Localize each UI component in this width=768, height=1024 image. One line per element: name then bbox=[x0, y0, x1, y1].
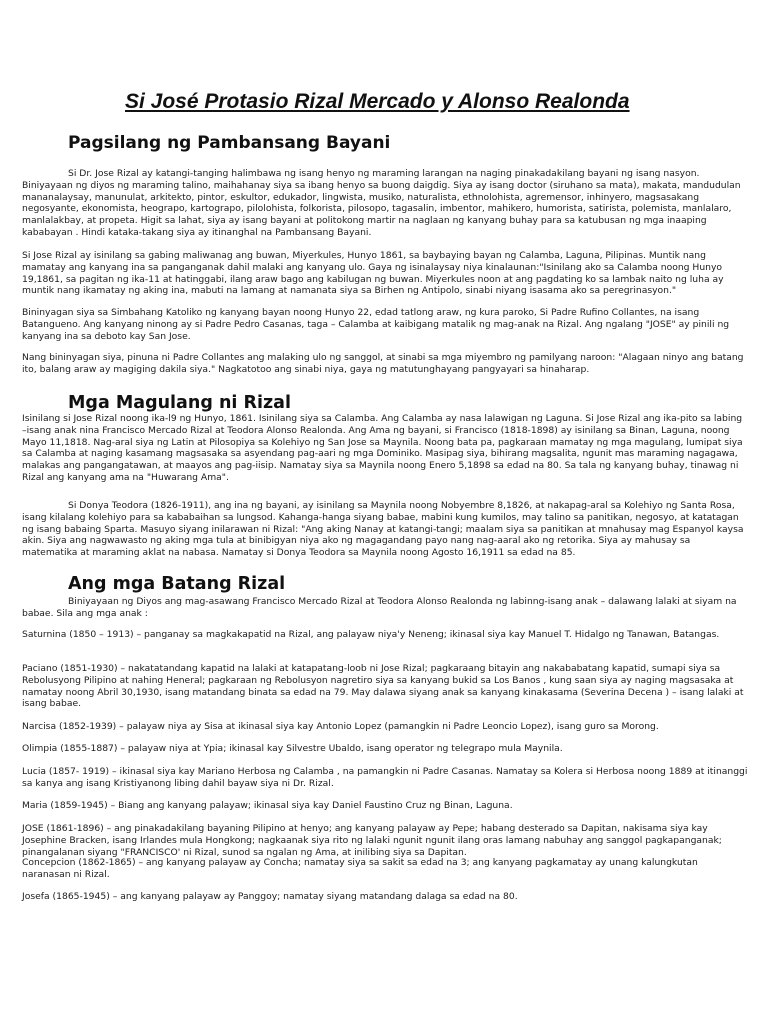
child-entry: Maria (1859-1945) – Biang ang kanyang palayaw; ikinasal siya kay Daniel Faustino Cruz ng Binan, Laguna. bbox=[22, 800, 513, 811]
paragraph: Si Donya Teodora (1826-1911), ang ina ng bayani, ay isinilang sa Maynila noong Nobyembre 8,1826, at nakapag-aral sa Kolehiyo ng Santa Rosa, isang kilalang kolehiyo para sa kababaihan sa lungsod. Kahanga-hanga siyang babae, mabini kung kumilos, may talino sa panitikan, negosyo, at katatagan ng isang babaing Sparta. Masuyo siyang inilarawan ni Rizal: "Ang aking Nanay at katangi-tangi; maalam siya sa panitikan at mnahusay mag Espanyol kaysa akin. Siya ang nagwawasto ng aking mga tula at binibigyan niya ako ng magagandang payo nang nag-aaral ako ng retorika. Siya ay mahusay sa matematika at maraming aklat na nabasa. Namatay si Donya Teodora sa Maynila noong Agosto 16,1911 sa edad na 85. bbox=[22, 500, 744, 559]
document-title: Si José Protasio Rizal Mercado y Alonso Realonda bbox=[125, 90, 630, 113]
heading-batang-rizal: Ang mga Batang Rizal bbox=[68, 574, 286, 594]
paragraph: Biniyayaan ng Diyos ang mag-asawang Francisco Mercado Rizal at Teodora Alonso Realonda ng labinng-isang anak – dalawang lalaki at siyam na babae. Sila ang mga anak : bbox=[22, 596, 737, 619]
child-entry: Narcisa (1852-1939) – palayaw niya ay Sisa at ikinasal siya kay Antonio Lopez (pamangkin ni Padre Leoncio Lopez), isang guro sa Morong. bbox=[22, 721, 659, 732]
child-entry: Olimpia (1855-1887) – palayaw niya at Ypia; ikinasal kay Silvestre Ubaldo, isang operator ng telegrapo mula Maynila. bbox=[22, 743, 563, 754]
paragraph: Si Dr. Jose Rizal ay katangi-tanging halimbawa ng isang henyo ng maraming larangan na naging pinakadakilang bayani ng isang nasyon. Biniyayaan ng diyos ng maraming talino, maihahanay siya sa ibang henyo sa buong daigdig. Siya ay isang doctor (siruhano sa mata), makata, mandudulan mananalaysay, manunulat, arkitekto, pintor, eskultor, edukador, lingwista, musiko, naturalista, ethnolohista, agremensor, inhinyero, magsasakang negosyante, ekonomista, heograpo, kartograpo, pilolohista, folkorista, pilosopo, tagasalin, imbentor, mahikero, humorista, satirista, polemista, manlalaro, manlalakbay, at propeta. Higit sa lahat, siya ay isang bayani at politokong martir na naglaan ng kanyang buhay para sa katubusan ng mga inaaping kababayan . Hindi kataka-takang siya ay itinanghal na Pambansang Bayani. bbox=[22, 168, 741, 238]
paragraph: Bininyagan siya sa Simbahang Katoliko ng kanyang bayan noong Hunyo 22, edad tatlong araw, ng kura paroko, Si Padre Rufino Collantes, na isang Batangueno. Ang kanyang ninong ay si Padre Pedro Casanas, taga – Calamba at kaibigang matalik ng mag-anak na Rizal. Ang ngalang "JOSE" ay pinili ng kanyang ina sa deboto kay San Jose. bbox=[22, 307, 730, 342]
child-entry: Concepcion (1862-1865) – ang kanyang palayaw ay Concha; namatay siya sa sakit sa edad na 3; ang kanyang pagkamatay ay unang kalungkutan naranasan ni Rizal. bbox=[22, 857, 698, 880]
child-entry: Josefa (1865-1945) – ang kanyang palayaw ay Panggoy; namatay siyang matandang dalaga sa edad na 80. bbox=[22, 891, 518, 902]
paragraph: Si Jose Rizal ay isinilang sa gabing maliwanag ang buwan, Miyerkules, Hunyo 1861, sa baybaying bayan ng Calamba, Laguna, Pilipinas. Muntik nang mamatay ang kanyang ina sa panganganak dahil malaki ang kanyang ulo. Gaya ng isinalaysay niya kinalaunan:"Isinilang ako sa Calamba noong Hunyo 19,1861, sa pagitan ng ika-11 at hatinggabi, ilang araw bago ang kabilugan ng buwan. Miyerkules noon at ang pagdating ko sa lambak naito ng luha ay muntik nang ikamatay ng aking ina, mabuti na lamang at namanata siya sa Birhen ng Antipolo, sinabi niyang isasama ako sa peregrinasyon." bbox=[22, 250, 724, 297]
child-entry: Paciano (1851-1930) – nakatatandang kapatid na lalaki at katapatang-loob ni Jose Rizal; pagkaraang bitayin ang nakababatang kapatid, sumapi siya sa Rebolusyong Pilipino at nahing Heneral; pagkaraan ng Rebolusyon nagretiro siya sa kanyang bukid sa Los Banos , kung saan siya ay naging magsasaka at namatay noong Abril 30,1930, isang matandang binata sa edad na 79. May dalawa siyang anak sa kanyang kinakasama (Severina Decena ) – isang lalaki at isang babae. bbox=[22, 663, 744, 710]
child-entry: JOSE (1861-1896) – ang pinakadakilang bayaning Pilipino at henyo; ang kanyang palayaw ay Pepe; habang desterado sa Dapitan, nakisama siya kay Josephine Bracken, isang Irlandes mula Hongkong; nagkaanak siya rito ng lalaki ngunit ngunit ilang oras lamang nabuhay ang sanggol pagkapanganak; pinangalanan siyang "FRANCISCO' ni Rizal, sunod sa ngalan ng Ama, at inilibing siya sa Dapitan. bbox=[22, 823, 722, 858]
paragraph: Nang bininyagan siya, pinuna ni Padre Collantes ang malaking ulo ng sanggol, at sinabi sa mga miyembro ng pamilyang naroon: "Alagaan ninyo ang batang ito, balang araw ay magiging dakila siya." Nagkatotoo ang sinabi niya, gaya ng matutunghayang pangyayari sa hinaharap. bbox=[22, 352, 744, 375]
heading-magulang: Mga Magulang ni Rizal bbox=[68, 393, 291, 413]
heading-pagsilang: Pagsilang ng Pambansang Bayani bbox=[68, 133, 391, 153]
child-entry: Saturnina (1850 – 1913) – panganay sa magkakapatid na Rizal, ang palayaw niya'y Neneng; ikinasal siya kay Manuel T. Hidalgo ng Tanawan, Batangas. bbox=[22, 629, 720, 640]
child-entry: Lucia (1857- 1919) – ikinasal siya kay Mariano Herbosa ng Calamba , na pamangkin ni Padre Casanas. Namatay sa Kolera si Herbosa noong 1889 at itinanggi sa kanya ang isang Kristiyanong libing dahil bayaw siya ni Dr. Rizal. bbox=[22, 766, 748, 789]
paragraph: Isinilang si Jose Rizal noong ika-l9 ng Hunyo, 1861. Isinilang siya sa Calamba. Ang Calamba ay nasa lalawigan ng Laguna. Si Jose Rizal ang ika-pito sa labing –isang anak nina Francisco Mercado Rizal at Teodora Alonso Realonda. Ang Ama ng bayani, si Francisco (1818-1898) ay isinilang sa Binan, Laguna, noong Mayo 11,1818. Nag-aral siya ng Latin at Pilosopiya sa Kolehiyo ng San Jose sa Maynila. Noong bata pa, pagkaraan mamatay ng mga magulang, lumipat siya sa Calamba at naging kasamang magsasaka sa asyendang pag-aari ng mga Dominiko. Masipag siya, bihirang magsalita, ngunit mas maraming nagagawa, malakas ang pangangatawan, at maayos ang pag-iisip. Namatay siya sa Maynila noong Enero 5,1898 sa edad na 80. Sa tala ng kanyang buhay, tinawag ni Rizal ang kanyang ama na "Huwarang Ama". bbox=[22, 413, 743, 483]
